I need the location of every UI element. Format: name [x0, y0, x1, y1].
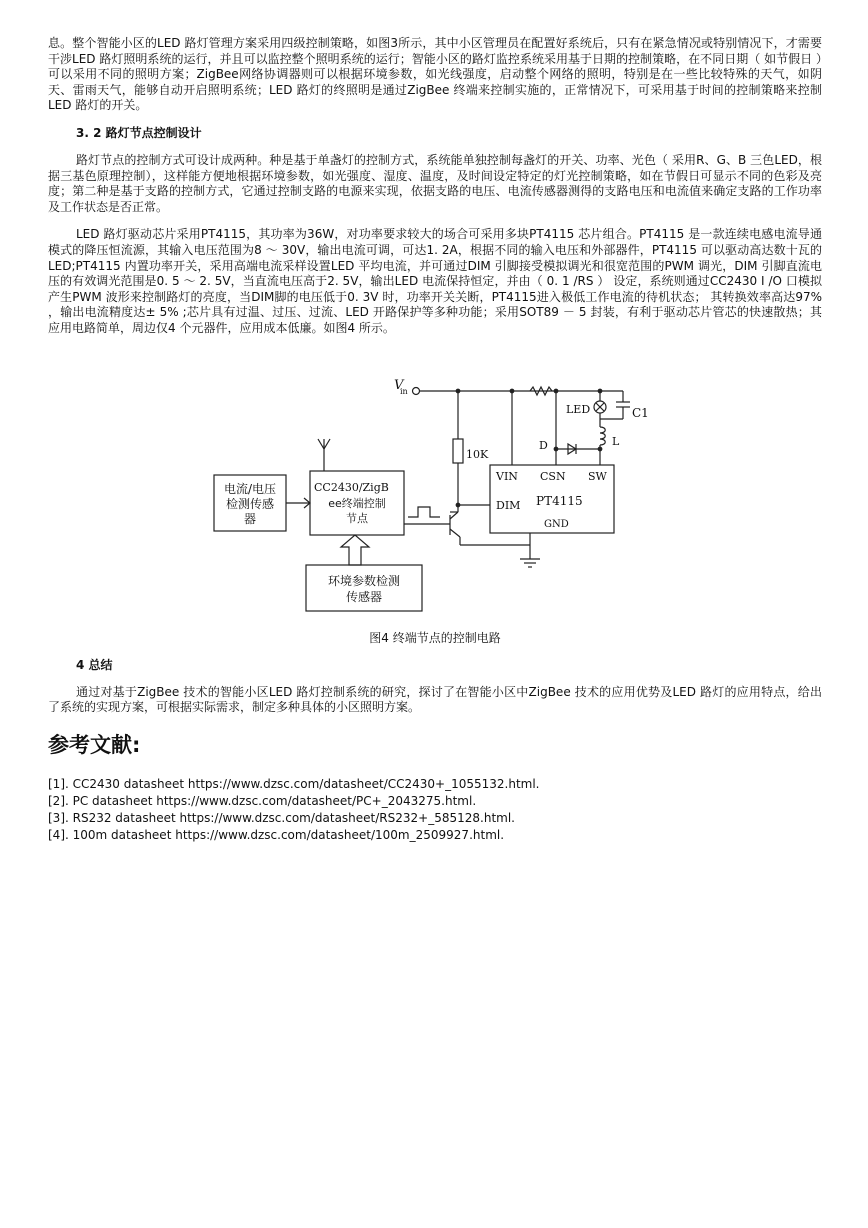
references-heading: 参考文献: [48, 732, 141, 757]
references-list [48, 776, 822, 844]
node-label-line1: CC2430/ZigB [314, 480, 389, 494]
resistor-label: 10K [466, 447, 489, 461]
body-paragraph-1: 息。整个智能小区的LED 路灯管理方案采用四级控制策略，如图3所示，其中小区管理员在配置好系统后，只有在紧急情况或特别情况下，才需要干涉LED 路灯照明系统的运行，并且可以监控整个照明系统的运行；智能小区的路灯监控系统采用基于日期的控制策略，在不同日期（ 如节假日 ）可以采用不同的照明方案；ZigBee网络协调器则可以根据环境参数，如光线强度，启动整个网络的照明，特别是在一些比较特殊的天气，如阴天、雷雨天气，能够自动开启照明系统；LED 路灯的终照明是通过ZigBee 终端来控制实施的，正常情况下，可采用基于时间的控制策略来控制LED 路灯的开关。 [48, 36, 822, 113]
pin-sw-label: SW [588, 469, 607, 483]
vin-terminal [413, 387, 420, 394]
section-heading-4: 4 总结 [76, 657, 113, 672]
sensor-label-line2: 检测传感 [225, 496, 275, 511]
pin-csn-label: CSN [540, 469, 566, 483]
vin-label: V [394, 377, 404, 393]
circuit-figure [48, 367, 822, 629]
resistor-10k [453, 439, 463, 463]
reference-item: [1]. CC2430 datasheet https://www.dzsc.com/datasheet/CC2430+_1055132.html. [48, 776, 540, 791]
led-label: LED [566, 402, 591, 416]
env-arrow [341, 535, 369, 565]
env-sensor-box [306, 565, 422, 611]
reference-item: [3]. RS232 datasheet https://www.dzsc.com/datasheet/RS232+_585128.html. [48, 810, 515, 825]
pin-gnd-label: GND [544, 518, 569, 530]
paper-page [48, 36, 822, 844]
node-label-line2: ee终端控制 [328, 496, 386, 510]
env-label-line1: 环境参数检测 [327, 573, 401, 588]
figure-caption: 图4 终端节点的控制电路 [369, 630, 501, 645]
pwm-pulse [408, 507, 440, 517]
reference-item: [4]. 100m datasheet https://www.dzsc.com/datasheet/100m_2509927.html. [48, 827, 505, 842]
inductor-l [600, 427, 605, 445]
inductor-label: L [612, 434, 620, 448]
diode-label: D [539, 438, 548, 452]
reference-item: [2]. PC datasheet https://www.dzsc.com/datasheet/PC+_2043275.html. [48, 793, 477, 808]
body-paragraph-3: LED 路灯驱动芯片采用PT4115，其功率为36W，对功率要求较大的场合可采用多块PT4115 芯片组合。PT4115 是一款连续电感电流导通模式的降压恒流源，其输入电压范围为8 ～ 30V，输出电流可调，可达1. 2A，根据不同的输入电压和外部器件，PT4115 可以驱动高达数十瓦的LED;PT4115 内置功率开关，采用高端电流采样设置LED 平均电流，并可通过DIM 引脚接受模拟调光和很宽范围的PWM 调光，DIM 引脚直流电压的有效调光范围是0. 5 ～ 2. 5V，当直流电压高于2. 5V，输出LED 电流保持恒定，并由（ 0. 1 /RS ） 设定，系统则通过CC2430 I /O 口模拟产生PWM 波形来控制路灯的亮度，当DIM脚的电压低于0. 3V 时，功率开关关断，PT4115进入极低工作电流的待机状态； 其转换效率高达97% ，输出电流精度达± 5% ;芯片具有过温、过压、过流、LED 开路保护等多种功能；采用SOT89 － 5 封装，有利于驱动芯片管芯的快速散热；其应用电路简单，周边仅4 个元器件，应用成本低廉。如图4 所示。 [48, 227, 822, 335]
circuit-diagram [48, 367, 822, 629]
node-label-line3: 节点 [346, 511, 368, 525]
chip-label: PT4115 [536, 493, 583, 508]
pin-dim-label: DIM [496, 498, 521, 512]
c1-label: C1 [632, 405, 649, 420]
env-label-line2: 传感器 [345, 589, 383, 604]
sensor-label-line3: 器 [243, 511, 257, 526]
sensor-label-line1: 电流/电压 [223, 481, 277, 496]
body-paragraph-4: 通过对基于ZigBee 技术的智能小区LED 路灯控制系统的研究，探讨了在智能小区中ZigBee 技术的应用优势及LED 路灯的应用特点，给出了系统的实现方案，可根据实际需求，制定多种具体的小区照明方案。 [48, 684, 822, 715]
pin-vin-label: VIN [496, 469, 518, 483]
body-paragraph-2: 路灯节点的控制方式可设计成两种。种是基于单盏灯的控制方式，系统能单独控制每盏灯的开关、功率、光色（ 采用R、G、B 三色LED，根据三基色原理控制），这样能方便地根据环境参数，如光强度、湿度、温度，及时间设定特定的灯光控制策略，如在节假日可显示不同的色彩及亮度；第二种是基于支路的控制方式，它通过控制支路的电源来实现，依据支路的电压、电流传感器测得的支路电压和电流值来确定支路的工作功率及工作状态是否正常。 [48, 152, 822, 214]
section-heading-3-2: 3. 2 路灯节点控制设计 [76, 125, 202, 140]
vin-sub-label: in [400, 386, 408, 396]
